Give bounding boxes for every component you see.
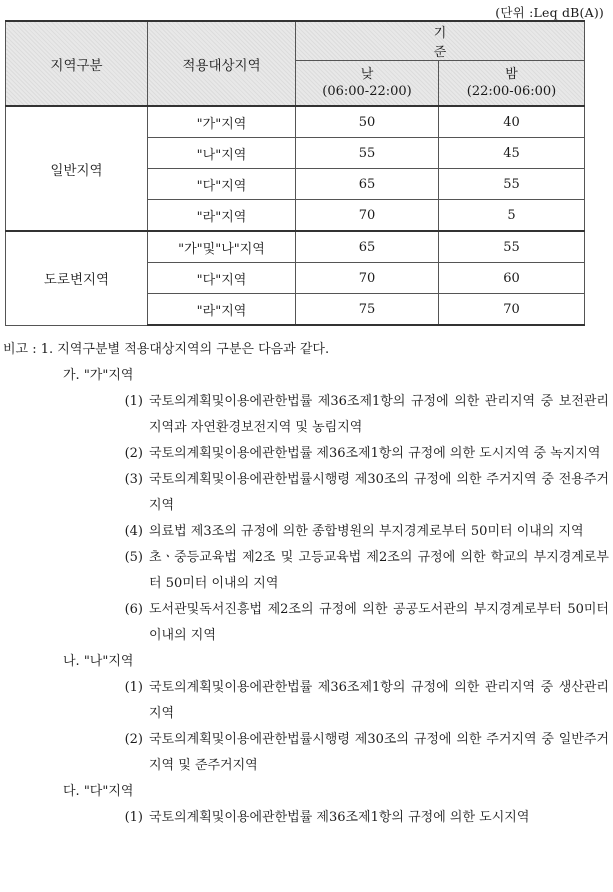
list-item xyxy=(109,805,609,831)
category-title: 가. "가"지역 xyxy=(63,368,134,383)
item-number: (4) xyxy=(124,524,143,539)
day-value: 65 xyxy=(296,231,439,263)
remarks-intro: 비고 : 1. 지역구분별 적용대상지역의 구분은 다음과 같다. xyxy=(3,342,330,357)
region-general: 일반지역 xyxy=(6,106,148,231)
item-number: (6) xyxy=(124,602,143,617)
day-value: 70 xyxy=(296,200,439,232)
header-day-label: 낮 xyxy=(360,67,374,82)
item-text: 국토의계획및이용에관한법률 제36조제1항의 규정에 의한 도시지역 중 녹지지역 xyxy=(149,446,601,461)
item-number: (2) xyxy=(124,732,143,747)
area-cell: "가"및"나"지역 xyxy=(148,231,296,263)
area-cell: "가"지역 xyxy=(148,106,296,138)
item-number: (2) xyxy=(124,446,143,461)
night-value: 40 xyxy=(439,106,585,138)
item-text: 국토의계획및이용에관한법률 제36조제1항의 규정에 의한 관리지역 중 생산관리지역 xyxy=(149,680,609,721)
header-night xyxy=(439,61,585,107)
item-text: 국토의계획및이용에관한법률 제36조제1항의 규정에 의한 도시지역 xyxy=(149,810,530,825)
night-value: 55 xyxy=(439,169,585,200)
item-text: 초ㆍ중등교육법 제2조 및 고등교육법 제2조의 규정에 의한 학교의 부지경계로부터 50미터 이내의 지역 xyxy=(149,550,609,591)
table-row xyxy=(6,231,585,263)
noise-standard-table xyxy=(5,20,585,326)
item-number: (1) xyxy=(124,394,143,409)
item-text: 의료법 제3조의 규정에 의한 종합병원의 부지경계로부터 50미터 이내의 지역 xyxy=(149,524,584,539)
header-standard: 기 준 xyxy=(296,21,585,61)
category-title: 다. "다"지역 xyxy=(63,784,134,799)
header-day xyxy=(296,61,439,107)
night-value: 70 xyxy=(439,294,585,326)
header-night-time: (22:00-06:00) xyxy=(466,84,557,99)
list-item xyxy=(109,441,609,467)
item-text: 도서관및독서진흥법 제2조의 규정에 의한 공공도서관의 부지경계로부터 50미터 이내의 지역 xyxy=(149,602,609,643)
list-item xyxy=(109,675,609,727)
item-number: (1) xyxy=(124,680,143,695)
list-item xyxy=(109,467,609,519)
day-value: 65 xyxy=(296,169,439,200)
list-item xyxy=(109,389,609,441)
area-cell: "다"지역 xyxy=(148,263,296,294)
list-item xyxy=(109,597,609,649)
day-value: 55 xyxy=(296,138,439,169)
day-value: 75 xyxy=(296,294,439,326)
night-value: 45 xyxy=(439,138,585,169)
header-region-type: 지역구분 xyxy=(6,21,148,106)
day-value: 70 xyxy=(296,263,439,294)
list-item xyxy=(109,519,609,545)
remarks-section xyxy=(3,337,609,831)
night-value: 60 xyxy=(439,263,585,294)
header-target-area: 적용대상지역 xyxy=(148,21,296,106)
list-item xyxy=(109,727,609,779)
item-number: (5) xyxy=(124,550,143,565)
unit-note: (단위 :Leq dB(A)) xyxy=(495,5,604,20)
item-text: 국토의계획및이용에관한법률시행령 제30조의 규정에 의한 주거지역 중 전용주거지역 xyxy=(149,472,609,513)
table-row xyxy=(6,106,585,138)
area-cell: "라"지역 xyxy=(148,294,296,326)
header-night-label: 밤 xyxy=(505,67,518,82)
category-title: 나. "나"지역 xyxy=(63,654,134,669)
item-number: (1) xyxy=(124,810,143,825)
area-cell: "나"지역 xyxy=(148,138,296,169)
header-day-time: (06:00-22:00) xyxy=(322,84,412,99)
night-value: 55 xyxy=(439,231,585,263)
day-value: 50 xyxy=(296,106,439,138)
area-cell: "라"지역 xyxy=(148,200,296,232)
item-number: (3) xyxy=(124,472,143,487)
item-text: 국토의계획및이용에관한법률시행령 제30조의 규정에 의한 주거지역 중 일반주거지역 및 준주거지역 xyxy=(149,732,609,773)
list-item xyxy=(109,545,609,597)
item-text: 국토의계획및이용에관한법률 제36조제1항의 규정에 의한 관리지역 중 보전관리지역과 자연환경보전지역 및 농림지역 xyxy=(149,394,609,435)
region-roadside: 도로변지역 xyxy=(6,231,148,325)
night-value: 5 xyxy=(439,200,585,232)
area-cell: "다"지역 xyxy=(148,169,296,200)
